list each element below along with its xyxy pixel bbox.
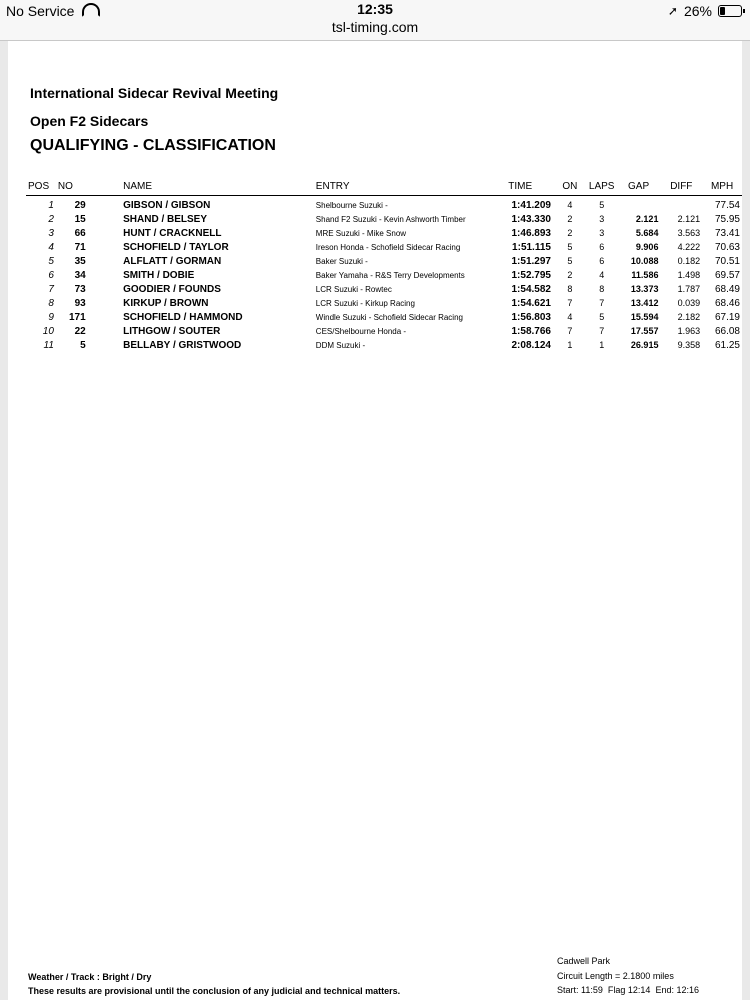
table-row <box>26 254 742 268</box>
name-cell: SHAND / BELSEY <box>123 213 208 225</box>
url-label[interactable]: tsl-timing.com <box>331 19 419 35</box>
no-cell: 93 <box>74 297 86 309</box>
battery-percent: 26% <box>683 3 712 19</box>
mph-cell: 61.25 <box>714 339 740 351</box>
col-diff: DIFF <box>660 177 702 196</box>
pos-cell: 2 <box>48 213 54 225</box>
spacer-cell <box>88 310 121 324</box>
on-cell: 1 <box>567 340 573 350</box>
address-area[interactable] <box>0 1 750 36</box>
diff-cell: 3.563 <box>677 228 701 238</box>
on-cell: 4 <box>567 200 573 210</box>
diff-cell: 0.039 <box>677 298 701 308</box>
pos-cell: 6 <box>48 269 54 281</box>
name-cell: HUNT / CRACKNELL <box>123 227 222 239</box>
table-row <box>26 338 742 352</box>
time-cell: 1:54.621 <box>511 297 551 309</box>
entry-cell: LCR Suzuki - Rowtec <box>315 284 392 294</box>
entry-cell: Shand F2 Suzuki - Kevin Ashworth Timber <box>315 214 466 224</box>
diff-cell: 1.963 <box>677 326 701 336</box>
battery-fill <box>720 7 725 15</box>
spacer-cell <box>88 282 121 296</box>
gap-cell <box>617 196 661 213</box>
battery-tip <box>743 9 745 13</box>
spacer-cell <box>88 240 121 254</box>
pos-cell: 10 <box>42 325 54 337</box>
flag-time: Flag 12:14 <box>607 985 651 995</box>
gap-cell: 15.594 <box>630 312 659 322</box>
col-gap: GAP <box>617 177 661 196</box>
col-mph: MPH <box>702 177 742 196</box>
pos-cell: 1 <box>48 199 54 211</box>
time-cell: 1:43.330 <box>511 213 551 225</box>
col-spacer <box>88 177 121 196</box>
laps-cell: 7 <box>599 326 605 336</box>
name-cell: SCHOFIELD / HAMMOND <box>123 311 243 323</box>
mph-cell: 70.63 <box>714 241 740 253</box>
gap-cell: 10.088 <box>630 256 659 266</box>
status-bar <box>0 0 750 41</box>
diff-cell <box>660 196 702 213</box>
time-cell: 1:52.795 <box>511 269 551 281</box>
on-cell: 7 <box>567 298 573 308</box>
entry-cell: Windle Suzuki - Schofield Sidecar Racing <box>315 312 463 322</box>
mph-cell: 66.08 <box>714 325 740 337</box>
class-title: Open F2 Sidecars <box>30 113 149 129</box>
diff-cell: 1.498 <box>677 270 701 280</box>
time-cell: 2:08.124 <box>511 339 551 351</box>
no-cell: 34 <box>74 269 86 281</box>
laps-cell: 3 <box>599 214 605 224</box>
no-cell: 29 <box>74 199 86 211</box>
on-cell: 2 <box>567 270 573 280</box>
spacer-cell <box>88 324 121 338</box>
time-cell: 1:51.297 <box>511 255 551 267</box>
event-title: International Sidecar Revival Meeting <box>30 85 279 101</box>
gap-cell: 17.557 <box>630 326 659 336</box>
laps-cell: 3 <box>599 228 605 238</box>
battery-icon <box>718 5 742 17</box>
start-time: Start: 11:59 <box>557 985 603 995</box>
session-title: QUALIFYING - CLASSIFICATION <box>30 137 276 154</box>
table-row <box>26 196 742 213</box>
col-name: NAME <box>121 177 314 196</box>
footer-notes <box>28 970 400 998</box>
diff-cell: 2.121 <box>677 214 701 224</box>
pos-cell: 11 <box>43 339 54 351</box>
gap-cell: 13.373 <box>630 284 659 294</box>
gap-cell: 11.586 <box>631 270 659 280</box>
entry-cell: MRE Suzuki - Mike Snow <box>315 228 407 238</box>
time-cell: 1:54.582 <box>511 283 551 295</box>
col-on: ON <box>553 177 587 196</box>
entry-cell: Baker Suzuki - <box>315 256 368 266</box>
spacer-cell <box>88 212 121 226</box>
pos-cell: 5 <box>48 255 54 267</box>
pos-cell: 8 <box>48 297 54 309</box>
results-body <box>26 196 742 353</box>
results-document <box>8 41 742 1000</box>
gap-cell: 26.915 <box>630 340 659 350</box>
pos-cell: 4 <box>48 241 54 253</box>
provisional-note: These results are provisional until the conclusion of any judicial and technical matters. <box>28 986 401 996</box>
mph-cell: 77.54 <box>714 199 740 211</box>
no-cell: 73 <box>74 283 86 295</box>
table-row <box>26 310 742 324</box>
table-row <box>26 296 742 310</box>
circuit-length: Circuit Length = 2.1800 miles <box>557 970 674 981</box>
time-cell: 1:46.893 <box>511 227 551 239</box>
diff-cell: 1.787 <box>677 284 701 294</box>
on-cell: 4 <box>567 312 573 322</box>
gap-cell: 9.906 <box>635 242 659 252</box>
time-cell: 1:41.209 <box>511 199 551 211</box>
table-row <box>26 268 742 282</box>
entry-cell: CES/Shelbourne Honda - <box>315 326 407 336</box>
laps-cell: 5 <box>599 312 605 322</box>
mph-cell: 67.19 <box>714 311 740 323</box>
entry-cell: Ireson Honda - Schofield Sidecar Racing <box>315 242 461 252</box>
clock: 12:35 <box>357 1 393 17</box>
spacer-cell <box>88 338 121 352</box>
laps-cell: 1 <box>599 340 605 350</box>
no-cell: 22 <box>74 325 86 337</box>
table-row <box>26 282 742 296</box>
location-arrow-icon: ➚ <box>667 4 678 18</box>
col-time: TIME <box>487 177 553 196</box>
entry-cell: DDM Suzuki - <box>315 340 366 350</box>
diff-cell: 9.358 <box>677 340 701 350</box>
pos-cell: 3 <box>48 227 54 239</box>
laps-cell: 8 <box>599 284 605 294</box>
no-cell: 35 <box>74 255 86 267</box>
name-cell: GOODIER / FOUNDS <box>123 283 221 295</box>
gap-cell: 2.121 <box>635 214 659 224</box>
circuit-info <box>557 954 699 998</box>
on-cell: 5 <box>567 256 573 266</box>
no-cell: 66 <box>74 227 86 239</box>
gap-cell: 13.412 <box>630 298 659 308</box>
entry-cell: Shelbourne Suzuki - <box>315 200 388 210</box>
spacer-cell <box>88 254 121 268</box>
name-cell: ALFLATT / GORMAN <box>123 255 222 267</box>
end-time: End: 12:16 <box>655 985 699 995</box>
mph-cell: 69.57 <box>714 269 740 281</box>
circuit-name: Cadwell Park <box>557 956 611 966</box>
mph-cell: 68.46 <box>714 297 740 309</box>
weather-note: Weather / Track : Bright / Dry <box>28 972 152 982</box>
mph-cell: 75.95 <box>714 213 740 225</box>
name-cell: SMITH / DOBIE <box>123 269 195 281</box>
col-no: NO <box>56 177 88 196</box>
diff-cell: 2.182 <box>677 312 701 322</box>
name-cell: BELLABY / GRISTWOOD <box>123 339 242 351</box>
spacer-cell <box>88 196 121 213</box>
on-cell: 7 <box>567 326 573 336</box>
on-cell: 5 <box>567 242 573 252</box>
table-row <box>26 226 742 240</box>
no-cell: 71 <box>74 241 86 253</box>
pos-cell: 7 <box>48 283 54 295</box>
col-laps: LAPS <box>587 177 617 196</box>
on-cell: 2 <box>567 228 573 238</box>
spacer-cell <box>88 268 121 282</box>
time-cell: 1:51.115 <box>512 241 551 253</box>
on-cell: 8 <box>567 284 573 294</box>
table-row <box>26 240 742 254</box>
col-entry: ENTRY <box>314 177 488 196</box>
results-table <box>26 177 742 352</box>
mph-cell: 73.41 <box>714 227 740 239</box>
laps-cell: 6 <box>599 256 605 266</box>
session-times <box>557 983 699 998</box>
no-cell: 171 <box>69 311 86 323</box>
time-cell: 1:58.766 <box>511 325 551 337</box>
mph-cell: 70.51 <box>714 255 740 267</box>
on-cell: 2 <box>567 214 573 224</box>
no-cell: 5 <box>80 339 86 351</box>
entry-cell: LCR Suzuki - Kirkup Racing <box>315 298 415 308</box>
mph-cell: 68.49 <box>714 283 740 295</box>
name-cell: KIRKUP / BROWN <box>123 297 209 309</box>
laps-cell: 4 <box>599 270 605 280</box>
col-pos: POS <box>26 177 56 196</box>
pos-cell: 9 <box>48 311 54 323</box>
table-row <box>26 324 742 338</box>
laps-cell: 7 <box>599 298 605 308</box>
laps-cell: 6 <box>599 242 605 252</box>
spacer-cell <box>88 226 121 240</box>
no-cell: 15 <box>74 213 86 225</box>
spacer-cell <box>88 296 121 310</box>
name-cell: SCHOFIELD / TAYLOR <box>123 241 229 253</box>
diff-cell: 4.222 <box>677 242 701 252</box>
carrier-label: No Service <box>6 3 75 19</box>
laps-cell: 5 <box>599 200 605 210</box>
time-cell: 1:56.803 <box>511 311 551 323</box>
name-cell: GIBSON / GIBSON <box>123 199 211 211</box>
header-row <box>26 177 742 196</box>
gap-cell: 5.684 <box>635 228 659 238</box>
table-row <box>26 212 742 226</box>
entry-cell: Baker Yamaha - R&S Terry Developments <box>315 270 465 280</box>
diff-cell: 0.182 <box>677 256 701 266</box>
name-cell: LITHGOW / SOUTER <box>123 325 221 337</box>
status-right <box>668 3 742 19</box>
